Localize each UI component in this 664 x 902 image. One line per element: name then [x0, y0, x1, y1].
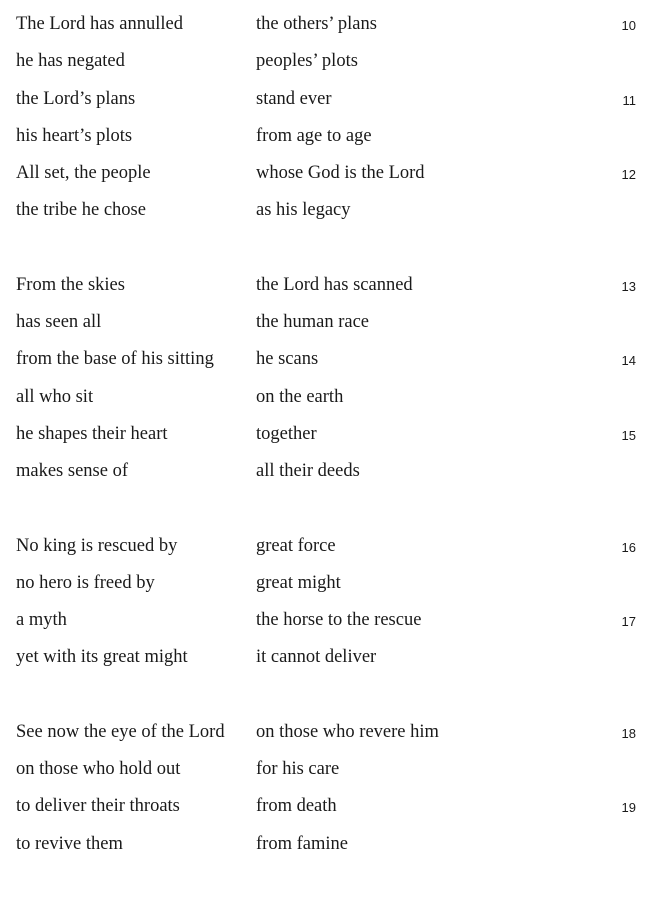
- verse-number: 18: [621, 725, 636, 741]
- line-second-half: stand ever: [256, 88, 332, 109]
- line-second-half: the human race: [256, 312, 369, 333]
- line-first-half: the Lord’s plans: [16, 88, 136, 109]
- poem-line: [16, 120, 636, 157]
- verse-number: 13: [621, 278, 636, 294]
- line-first-half: all who sit: [16, 386, 94, 407]
- line-second-half: all their deeds: [256, 461, 360, 482]
- poem-line: [16, 8, 636, 45]
- line-second-half: the horse to the rescue: [256, 610, 422, 631]
- line-first-half: All set, the people: [16, 163, 151, 184]
- poem-line: [16, 828, 636, 865]
- stanza: [16, 716, 636, 865]
- poem-line: [16, 530, 636, 567]
- poem-line: [16, 45, 636, 82]
- verse-number: 11: [622, 92, 636, 108]
- poem-text: [16, 8, 636, 902]
- stanza: [16, 8, 636, 232]
- verse-number: 17: [621, 614, 636, 630]
- poem-line: [16, 418, 636, 455]
- line-first-half: his heart’s plots: [16, 125, 133, 146]
- line-second-half: for his care: [256, 759, 340, 780]
- poem-line: [16, 157, 636, 194]
- poem-line: [16, 343, 636, 380]
- verse-number: 10: [621, 18, 636, 33]
- line-second-half: whose God is the Lord: [256, 163, 425, 184]
- line-first-half: See now the eye of the Lord: [16, 721, 225, 742]
- verse-number: 12: [621, 167, 636, 183]
- poem-line: [16, 753, 636, 790]
- line-first-half: The Lord has annulled: [16, 14, 183, 34]
- poem-line: [16, 604, 636, 641]
- line-second-half: great might: [256, 572, 341, 593]
- line-first-half: he shapes their heart: [16, 423, 168, 444]
- line-second-half: from death: [256, 796, 337, 817]
- line-first-half: on those who hold out: [16, 759, 181, 780]
- line-second-half: he scans: [256, 349, 319, 370]
- line-first-half: No king is rescued by: [16, 535, 178, 556]
- poem-line: [16, 567, 636, 604]
- poem-line: [16, 269, 636, 306]
- poem-line: [16, 641, 636, 678]
- line-second-half: the others’ plans: [256, 14, 377, 34]
- line-first-half: to revive them: [16, 833, 123, 854]
- line-first-half: a myth: [16, 610, 67, 631]
- line-first-half: from the base of his sitting: [16, 349, 214, 370]
- line-first-half: yet with its great might: [16, 647, 188, 668]
- poem-line: [16, 455, 636, 492]
- verse-number: 15: [621, 427, 636, 443]
- line-second-half: it cannot deliver: [256, 647, 377, 668]
- poem-line: [16, 381, 636, 418]
- line-second-half: the Lord has scanned: [256, 274, 413, 295]
- line-first-half: he has negated: [16, 51, 125, 72]
- line-second-half: from age to age: [256, 125, 372, 146]
- line-second-half: on those who revere him: [256, 721, 439, 742]
- line-second-half: together: [256, 423, 317, 444]
- line-second-half: from famine: [256, 833, 348, 854]
- stanza: [16, 530, 636, 679]
- poem-line: [16, 194, 636, 231]
- poem-line: [16, 716, 636, 753]
- verse-number: 16: [621, 539, 636, 555]
- line-first-half: has seen all: [16, 312, 102, 333]
- line-first-half: no hero is freed by: [16, 572, 155, 593]
- line-second-half: as his legacy: [256, 200, 351, 221]
- line-first-half: the tribe he chose: [16, 200, 146, 221]
- poem-line: [16, 790, 636, 827]
- poem-line: [16, 306, 636, 343]
- line-second-half: peoples’ plots: [256, 51, 358, 72]
- line-first-half: makes sense of: [16, 461, 128, 482]
- poem-line: [16, 83, 636, 120]
- verse-number: 19: [621, 800, 636, 816]
- verse-number: 14: [621, 353, 636, 369]
- line-second-half: great force: [256, 535, 336, 556]
- line-second-half: on the earth: [256, 386, 344, 407]
- stanza: [16, 269, 636, 493]
- line-first-half: to deliver their throats: [16, 796, 180, 817]
- line-first-half: From the skies: [16, 274, 125, 295]
